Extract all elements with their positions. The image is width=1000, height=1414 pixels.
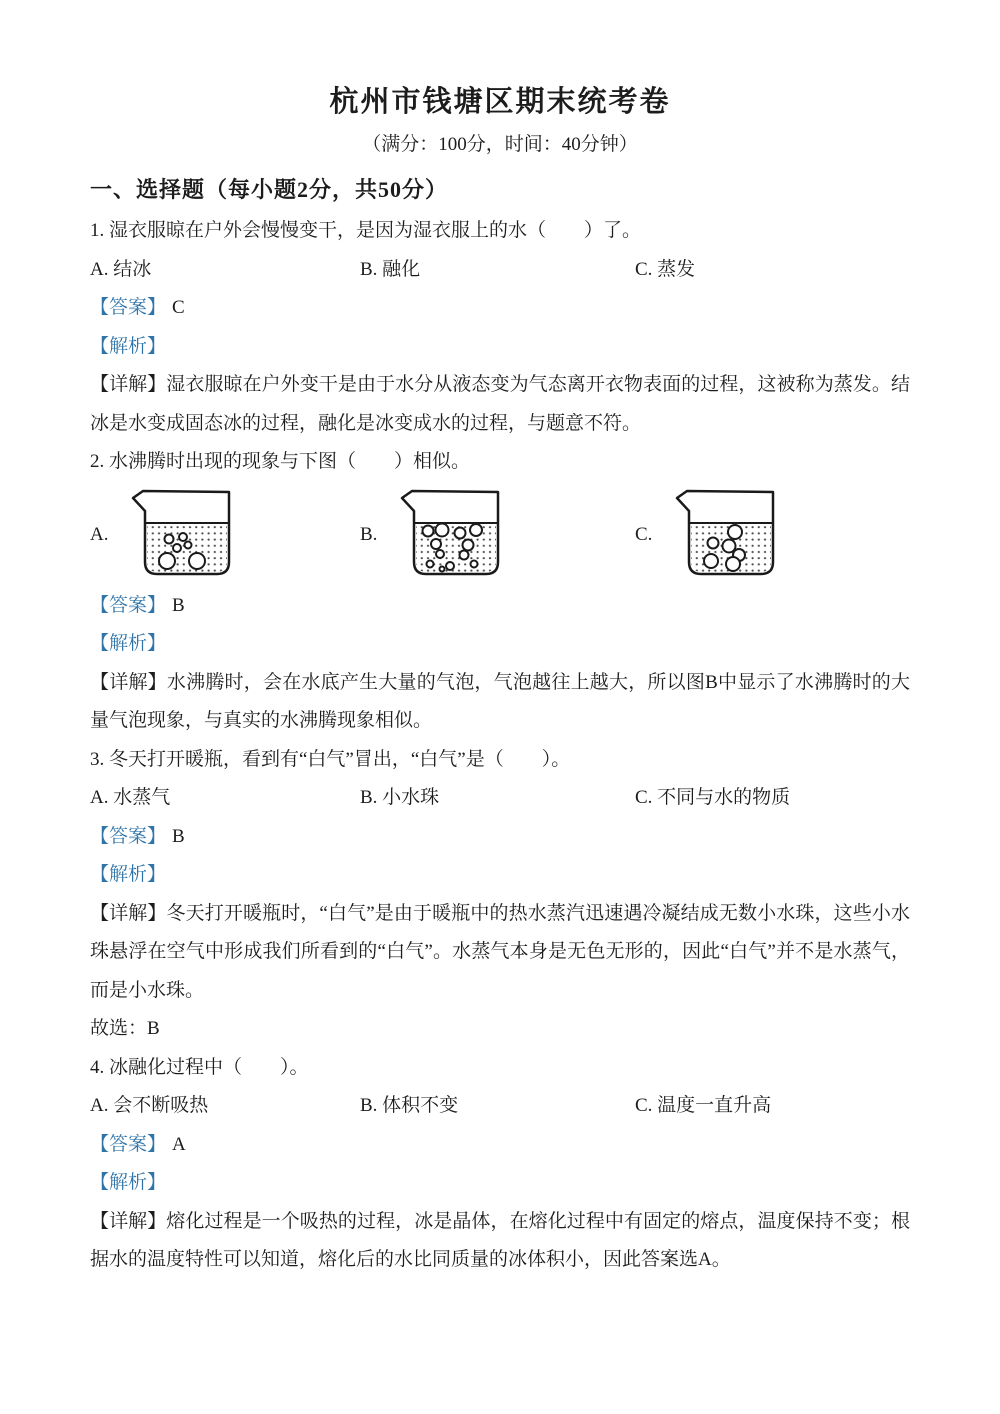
question-block-1 (90, 212, 910, 443)
detail-text: 水沸腾时，会在水底产生大量的气泡，气泡越往上越大，所以图B中显示了水沸腾时的大量气泡现象，与真实的水沸腾现象相似。 (90, 671, 910, 731)
detail-label: 【详解】 (90, 1210, 167, 1232)
detail-paragraph (90, 1203, 910, 1280)
question-text: 2. 水沸腾时出现的现象与下图（ ）相似。 (90, 451, 471, 472)
option-c: C. 蒸发 (635, 258, 696, 280)
question-block-2 (90, 443, 910, 741)
beaker-drawing (118, 487, 242, 579)
detail-text: 冬天打开暖瓶时，“白气”是由于暖瓶中的热水蒸汽迅速遇冷凝结成无数小水珠，这些小水珠悬浮在空气中形成我们所看到的“白气”。水蒸气本身是无色无形的，因此“白气”并不是水蒸气，而是小水珠。 (90, 902, 910, 1001)
detail-label: 【详解】 (90, 902, 167, 924)
answer-label: 【答案】 (90, 594, 167, 616)
options-row (90, 779, 910, 818)
answer-value: B (172, 825, 185, 847)
figure-label: A. (90, 524, 109, 545)
options-row (90, 1087, 910, 1126)
option-c: C. 温度一直升高 (635, 1095, 772, 1116)
page-title: 杭州市钱塘区期末统考卷 (329, 86, 671, 118)
option-b: B. 融化 (360, 258, 421, 280)
question-block-3 (90, 741, 910, 1049)
answer-line (90, 289, 910, 328)
option-c: C. 不同与水的物质 (635, 787, 791, 808)
analysis-label: 【解析】 (90, 864, 167, 885)
detail-paragraph (90, 664, 910, 741)
option-a: A. 会不断吸热 (90, 1095, 209, 1116)
detail-text: 熔化过程是一个吸热的过程，冰是晶体，在熔化过程中有固定的熔点，温度保持不变；根据水的温度特性可以知道，熔化后的水比同质量的冰体积小，因此答案选A。 (90, 1210, 910, 1270)
figure-label: B. (360, 524, 378, 545)
question-text: 4. 冰融化过程中（ ）。 (90, 1056, 309, 1078)
beaker-drawing (387, 487, 511, 579)
options-row (90, 251, 910, 290)
option-a: A. 水蒸气 (90, 787, 171, 808)
question-block-4 (90, 1049, 910, 1280)
beaker-svg-wrap (118, 487, 242, 584)
answer-value: C (172, 297, 185, 318)
answer-label: 【答案】 (90, 297, 167, 318)
answer-line (90, 818, 910, 857)
beaker-svg-wrap (387, 487, 511, 584)
detail-paragraph (90, 366, 910, 443)
answer-value: A (172, 1133, 186, 1155)
beaker-figure (90, 487, 360, 584)
detail-text: 湿衣服晾在户外变干是由于水分从液态变为气态离开衣物表面的过程，这被称为蒸发。结冰是水变成固态冰的过程，融化是冰变成水的过程，与题意不符。 (90, 374, 910, 434)
detail-paragraph (90, 895, 910, 1011)
answer-value: B (172, 594, 185, 616)
answer-label: 【答案】 (90, 825, 167, 847)
option-b: B. 小水珠 (360, 787, 440, 808)
answer-line (90, 1126, 910, 1165)
answer-label: 【答案】 (90, 1133, 167, 1155)
detail-label: 【详解】 (90, 374, 167, 395)
beaker-figure (360, 487, 635, 584)
figure-row (90, 487, 910, 584)
analysis-label: 【解析】 (90, 1172, 167, 1193)
beaker-drawing (662, 487, 786, 579)
figure-label: C. (635, 524, 653, 545)
answer-line (90, 587, 910, 626)
question-text: 1. 湿衣服晾在户外会慢慢变干，是因为湿衣服上的水（ ）了。 (90, 220, 642, 241)
question-text: 3. 冬天打开暖瓶，看到有“白气”冒出，“白气”是（ ）。 (90, 748, 571, 770)
analysis-label: 【解析】 (90, 633, 167, 654)
section-heading: 一、选择题（每小题2分，共50分） (90, 177, 449, 202)
beaker-svg-wrap (662, 487, 786, 584)
exam-meta: （满分：100分，时间：40分钟） (362, 134, 638, 155)
detail-label: 【详解】 (90, 671, 167, 693)
conclusion-line: 故选：B (90, 1018, 160, 1039)
option-b: B. 体积不变 (360, 1095, 459, 1116)
beaker-figure (635, 487, 910, 584)
analysis-label: 【解析】 (90, 335, 167, 357)
option-a: A. 结冰 (90, 258, 152, 280)
